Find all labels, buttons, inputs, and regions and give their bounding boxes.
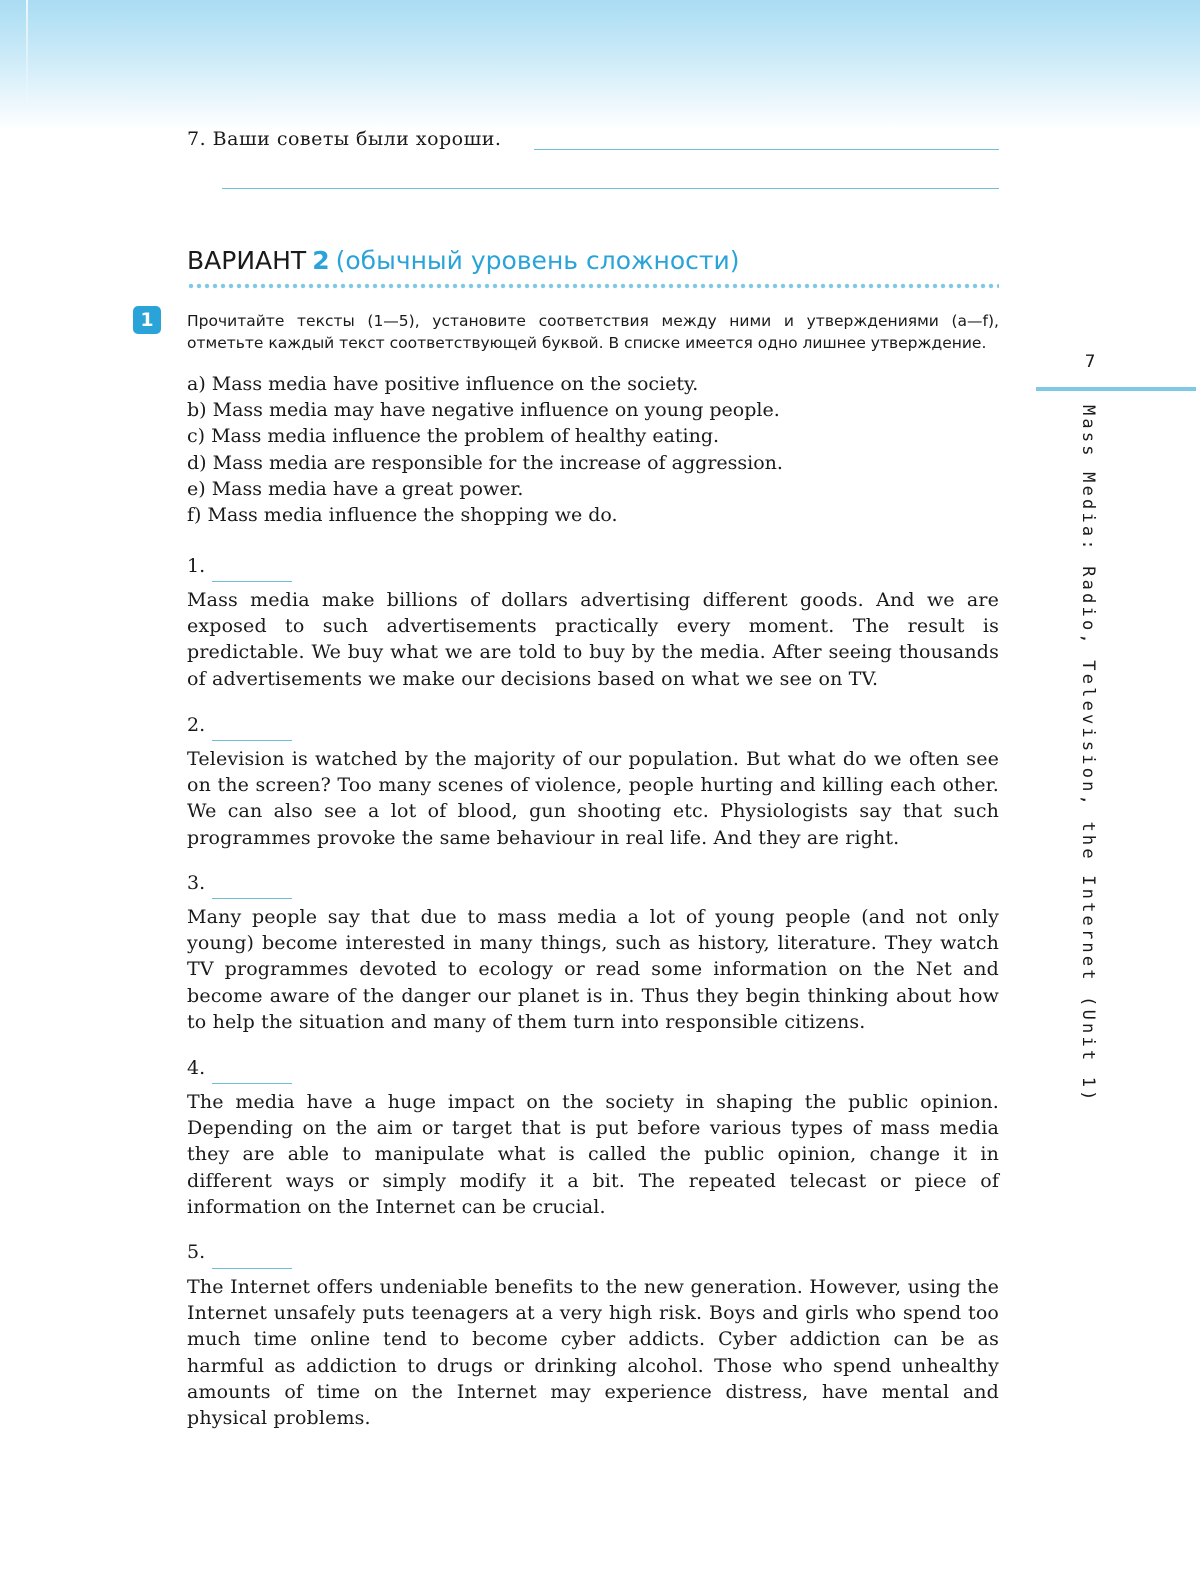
band-edge-highlight (26, 0, 28, 110)
text-number-4: 4. (187, 1057, 206, 1079)
text-number-1: 1. (187, 555, 206, 577)
variant-heading (187, 246, 739, 275)
text-number-2: 2. (187, 714, 206, 736)
running-title: Mass Media: Radio, Television, the Internet (Unit 1) (1078, 405, 1098, 1104)
task-number-badge: 1 (133, 306, 161, 334)
task-instruction: Прочитайте тексты (1—5), установите соответствия между ними и утверждениями (a—f), отметьте каждый текст соответствующей буквой. В списке имеется одно лишнее утверждение. (187, 312, 999, 352)
answer-blank-5[interactable] (212, 1268, 292, 1269)
answer-line-7b[interactable] (222, 188, 999, 189)
answer-blank-1[interactable] (212, 581, 292, 582)
text-number-5: 5. (187, 1241, 206, 1263)
top-gradient-band (0, 0, 1200, 130)
statement-d: d) Mass media are responsible for the increase of aggression. (187, 451, 783, 474)
answer-line-7a[interactable] (534, 149, 999, 150)
answer-blank-3[interactable] (212, 898, 292, 899)
variant-number: 2 (312, 246, 330, 275)
margin-rule (1036, 387, 1196, 391)
variant-word: ВАРИАНТ (187, 246, 307, 275)
statement-e: e) Mass media have a great power. (187, 477, 524, 500)
text-number-3: 3. (187, 872, 206, 894)
dotted-divider (187, 283, 999, 289)
answer-blank-4[interactable] (212, 1083, 292, 1084)
statement-b: b) Mass media may have negative influence on young people. (187, 399, 780, 422)
text-body-2: Television is watched by the majority of our population. But what do we often see on the screen? Too many scenes of violence, people hurting and killing each other. We can also see a lot of blood, gun shooting etc. Physiologists say that such programmes provoke the same behaviour in real life. And they are right. (187, 748, 999, 849)
statements-list (187, 371, 783, 528)
text-body-5: The Internet offers undeniable benefits to the new generation. However, using the Internet unsafely puts teenagers at a very high risk. Boys and girls who spend too much time online tend to become cyber addicts. Cyber addiction can be as harmful as addiction to drugs or drinking alcohol. Those who spend unhealthy amounts of time on the Internet may experience distress, have mental and physical problems. (187, 1276, 999, 1430)
statement-a: a) Mass media have positive influence on the society. (187, 373, 699, 395)
previous-item-7: 7. Ваши советы были хороши. (187, 128, 502, 150)
answer-blank-2[interactable] (212, 740, 292, 741)
text-body-4: The media have a huge impact on the society in shaping the public opinion. Depending on the aim or target that is put before various types of mass media they are able to manipulate what is called the public opinion, change it in different ways or simply modify it a bit. The repeated telecast or piece of information on the Internet can be crucial. (187, 1091, 999, 1218)
text-body-1: Mass media make billions of dollars advertising different goods. And we are exposed to such advertisements practically every moment. The result is predictable. We buy what we are told to buy by the media. After seeing thousands of advertisements we make our decisions based on what we see on TV. (187, 589, 999, 690)
text-body-3: Many people say that due to mass media a lot of young people (and not only young) become interested in many things, such as history, literature. They watch TV programmes devoted to ecology or read some information on the Net and become aware of the danger our planet is in. Thus they begin thinking about how to help the situation and many of them turn into responsible citizens. (187, 906, 999, 1033)
statement-c: c) Mass media influence the problem of healthy eating. (187, 425, 720, 448)
page-number: 7 (1084, 352, 1096, 372)
variant-subtitle: (обычный уровень сложности) (335, 246, 740, 275)
statement-f: f) Mass media influence the shopping we do. (187, 504, 618, 527)
